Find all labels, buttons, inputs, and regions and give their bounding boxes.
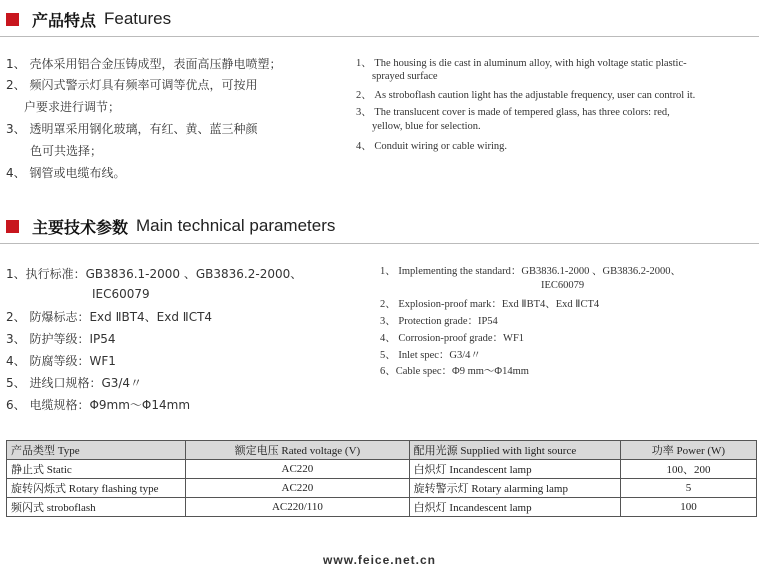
header-voltage: 额定电压 Rated voltage (V) [186, 441, 410, 460]
cell-light-source: 白炽灯 Incandescent lamp [409, 498, 620, 517]
cell-power: 5 [620, 479, 756, 498]
features-cn-line: 户要求进行调节； [24, 100, 121, 114]
params-title-en: Main technical parameters [136, 216, 336, 235]
params-en-line: 3、 Protection grade：IP54 [380, 316, 498, 327]
header-light-source: 配用光源 Supplied with light source [409, 441, 620, 460]
params-en-line: 1、 Implementing the standard：GB3836.1-2000 、GB3836.2-2000、 [380, 266, 681, 277]
params-heading [6, 215, 335, 237]
cell-voltage: AC220 [186, 460, 410, 479]
features-en-line: 1、 The housing is die cast in aluminum alloy, with high voltage static plastic- [356, 58, 687, 69]
params-cn-line: 4、 防腐等级：WF1 [6, 354, 116, 368]
cell-power: 100、200 [620, 460, 756, 479]
features-cn-line: 2、 频闪式警示灯具有频率可调等优点，可按用 [6, 78, 258, 92]
params-cn-line: IEC60079 [92, 287, 150, 301]
cell-type: 旋转闪烁式 Rotary flashing type [7, 479, 186, 498]
params-cn-line: 6、 电缆规格：Φ9mm～Φ14mm [6, 398, 191, 412]
features-en-line: yellow, blue for selection. [372, 121, 481, 132]
features-cn-line: 色可共选择； [30, 144, 103, 158]
features-cn-line: 1、 壳体采用铝合金压铸成型，表面高压静电喷塑； [6, 57, 282, 71]
features-divider [0, 36, 759, 37]
features-title-en: Features [104, 9, 172, 28]
params-en-line: 5、 Inlet spec：G3/4〃 [380, 350, 481, 361]
cell-power: 100 [620, 498, 756, 517]
footer-url: www.feice.net.cn [323, 553, 436, 567]
table-row [7, 498, 757, 517]
params-cn-line: 2、 防爆标志：Exd ⅡBT4、Exd ⅡCT4 [6, 310, 213, 324]
spec-table [6, 440, 757, 517]
table-row [7, 460, 757, 479]
cell-light-source: 白炽灯 Incandescent lamp [409, 460, 620, 479]
params-en-line: 2、 Explosion-proof mark：Exd ⅡBT4、Exd ⅡCT4 [380, 299, 600, 310]
params-cn-line: 3、 防护等级：IP54 [6, 332, 116, 346]
features-cn-line: 4、 钢管或电缆布线。 [6, 166, 126, 180]
cell-voltage: AC220 [186, 479, 410, 498]
section-marker-icon [6, 13, 19, 26]
features-en-line: 4、 Conduit wiring or cable wiring. [356, 141, 508, 152]
params-en-line: 4、 Corrosion-proof grade：WF1 [380, 333, 525, 344]
features-title-cn: 产品特点 [32, 10, 97, 30]
cell-voltage: AC220/110 [186, 498, 410, 517]
features-heading [6, 8, 171, 30]
params-cn-line: 5、 进线口规格：G3/4〃 [6, 376, 143, 390]
params-en-line: 6、Cable spec：Φ9 mm～Φ14mm [380, 366, 529, 377]
params-divider [0, 243, 759, 244]
params-en-line: IEC60079 [541, 280, 585, 291]
header-type: 产品类型 Type [7, 441, 186, 460]
features-cn-line: 3、 透明罩采用钢化玻璃，有红、黄、蓝三种颜 [6, 122, 258, 136]
params-cn-line: 1、执行标准：GB3836.1-2000 、GB3836.2-2000、 [6, 267, 303, 281]
cell-light-source: 旋转警示灯 Rotary alarming lamp [409, 479, 620, 498]
params-title-cn: 主要技术参数 [32, 217, 129, 237]
features-en-line: 3、 The translucent cover is made of tempered glass, has three colors: red, [356, 107, 670, 118]
section-marker-icon [6, 220, 19, 233]
cell-type: 静止式 Static [7, 460, 186, 479]
features-en-line: sprayed surface [372, 71, 438, 82]
header-power: 功率 Power (W) [620, 441, 756, 460]
cell-type: 频闪式 stroboflash [7, 498, 186, 517]
table-header-row [7, 441, 757, 460]
features-en-line: 2、 As stroboflash caution light has the adjustable frequency, user can control it. [356, 90, 696, 101]
table-row [7, 479, 757, 498]
